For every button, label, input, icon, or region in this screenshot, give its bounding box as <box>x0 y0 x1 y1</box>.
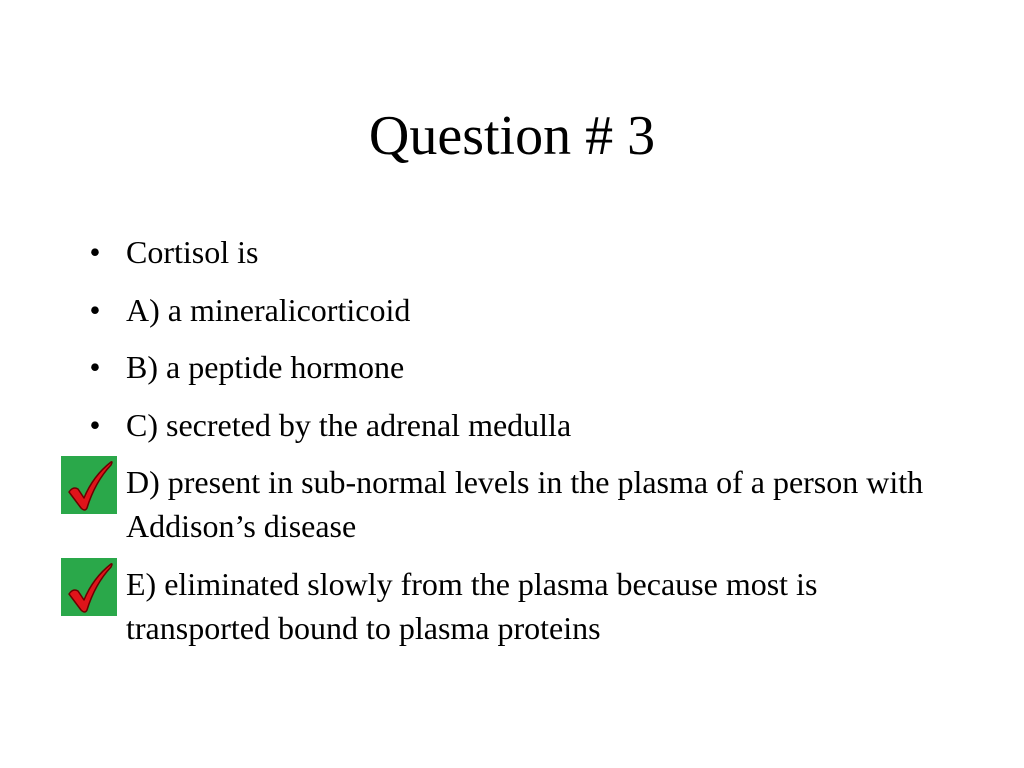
bullet-marker: • <box>89 349 101 385</box>
checkmark-icon <box>61 558 117 616</box>
item-text: Cortisol is <box>126 234 259 270</box>
bullet-marker: • <box>89 234 101 270</box>
checkmark-icon-glyph <box>61 456 117 514</box>
list-item-option-d <box>0 460 926 548</box>
bullet-marker: • <box>89 291 101 328</box>
checkmark-icon <box>61 456 117 514</box>
checkmark-icon-glyph <box>61 558 117 616</box>
list-item-stem <box>0 230 926 274</box>
item-text: E) eliminated slowly from the plasma because most is transported bound to plasma proteins <box>126 565 818 646</box>
item-text: C) secreted by the adrenal medulla <box>126 406 572 443</box>
item-text: D) present in sub-normal levels in the plasma of a person with Addison’s disease <box>126 464 924 544</box>
answer-list <box>0 230 1024 663</box>
list-item-option-c <box>0 403 926 447</box>
list-item-option-b <box>0 345 926 389</box>
list-item-option-e <box>0 562 926 650</box>
item-text: B) a peptide hormone <box>126 349 405 385</box>
slide-title: Question # 3 <box>368 105 656 167</box>
list-item-option-a <box>0 288 926 332</box>
bullet-marker: • <box>89 406 101 443</box>
item-text: A) a mineralicorticoid <box>126 291 411 328</box>
